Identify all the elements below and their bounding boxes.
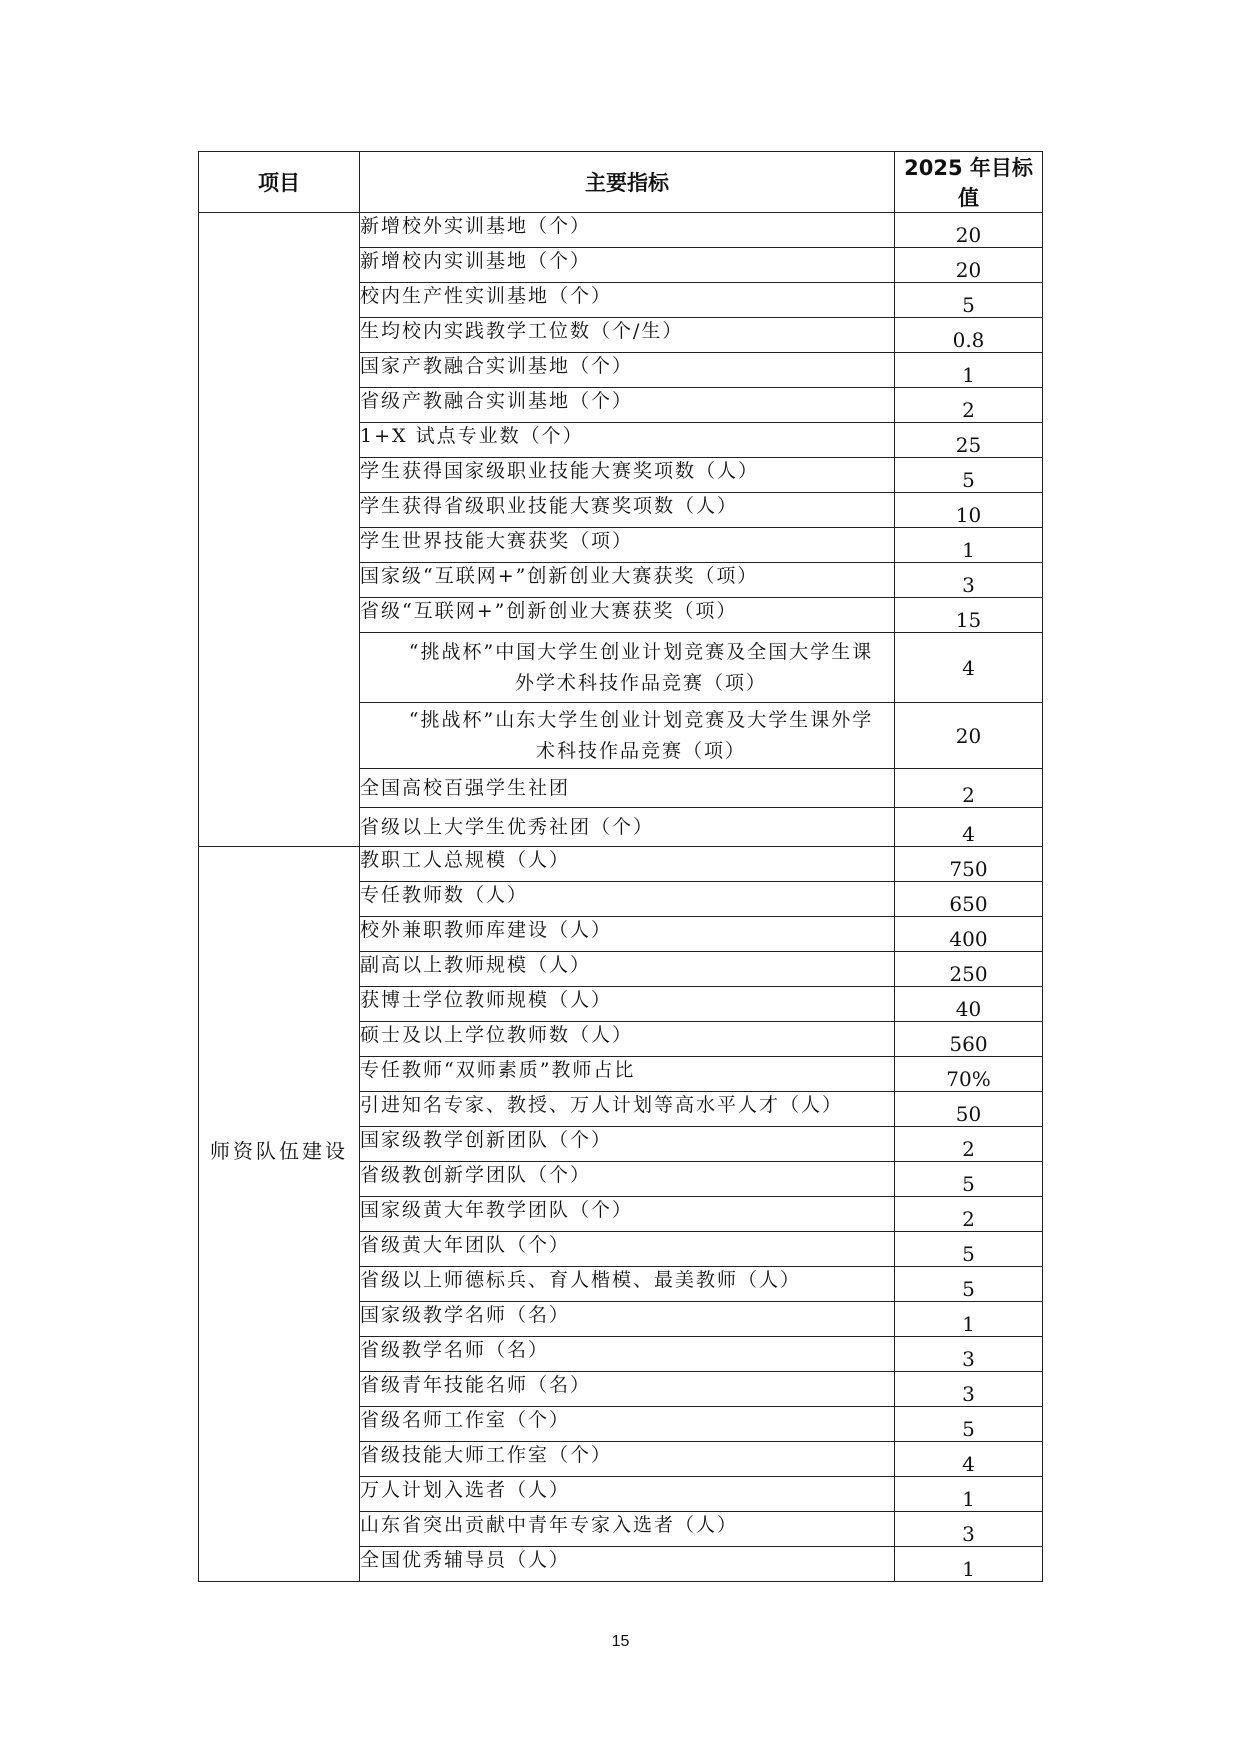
indicator-line: “挑战杯”山东大学生创业计划竞赛及大学生课外学 bbox=[408, 708, 874, 731]
indicator-cell: 省级“互联网+”创新创业大赛获奖（项） bbox=[360, 598, 895, 633]
value-cell: 20 bbox=[895, 213, 1043, 248]
indicator-cell: 省级名师工作室（个） bbox=[360, 1407, 895, 1442]
category-label: 师资队伍建设 bbox=[210, 1138, 348, 1163]
indicator-cell: 省级教创新学团队（个） bbox=[360, 1162, 895, 1197]
value-cell: 40 bbox=[895, 987, 1043, 1022]
value-cell: 3 bbox=[895, 1372, 1043, 1407]
value-cell: 4 bbox=[895, 633, 1043, 703]
header-project: 项目 bbox=[199, 152, 360, 213]
value-cell: 2 bbox=[895, 769, 1043, 808]
indicator-cell bbox=[360, 633, 895, 703]
indicator-cell: 万人计划入选者（人） bbox=[360, 1477, 895, 1512]
indicator-cell: 国家产教融合实训基地（个） bbox=[360, 353, 895, 388]
indicator-line: “挑战杯”中国大学生创业计划竞赛及全国大学生课 bbox=[408, 640, 874, 663]
table-header-row bbox=[199, 152, 1043, 213]
value-cell: 3 bbox=[895, 1512, 1043, 1547]
indicator-cell: 省级青年技能名师（名） bbox=[360, 1372, 895, 1407]
indicator-cell: 教职工人总规模（人） bbox=[360, 847, 895, 882]
value-cell: 1 bbox=[895, 353, 1043, 388]
indicator-table bbox=[198, 151, 1043, 1582]
value-cell: 750 bbox=[895, 847, 1043, 882]
indicator-cell: 专任教师数（人） bbox=[360, 882, 895, 917]
value-cell: 70% bbox=[895, 1057, 1043, 1092]
value-cell: 50 bbox=[895, 1092, 1043, 1127]
value-cell: 2 bbox=[895, 1197, 1043, 1232]
value-cell: 5 bbox=[895, 458, 1043, 493]
category-cell bbox=[199, 213, 360, 847]
indicator-cell: 省级技能大师工作室（个） bbox=[360, 1442, 895, 1477]
value-cell: 5 bbox=[895, 1407, 1043, 1442]
indicator-cell: 学生获得国家级职业技能大赛奖项数（人） bbox=[360, 458, 895, 493]
indicator-cell: 省级以上师德标兵、育人楷模、最美教师（人） bbox=[360, 1267, 895, 1302]
value-cell: 3 bbox=[895, 563, 1043, 598]
value-cell: 0.8 bbox=[895, 318, 1043, 353]
indicator-line: 术科技作品竞赛（项） bbox=[535, 739, 746, 762]
indicator-cell: 新增校外实训基地（个） bbox=[360, 213, 895, 248]
indicator-cell: 全国高校百强学生社团 bbox=[360, 769, 895, 808]
value-cell: 1 bbox=[895, 1477, 1043, 1512]
value-cell: 4 bbox=[895, 1442, 1043, 1477]
indicator-cell: 省级产教融合实训基地（个） bbox=[360, 388, 895, 423]
indicator-cell: 获博士学位教师规模（人） bbox=[360, 987, 895, 1022]
indicator-cell bbox=[360, 703, 895, 769]
indicator-cell: 国家级教学名师（名） bbox=[360, 1302, 895, 1337]
value-cell: 20 bbox=[895, 703, 1043, 769]
indicator-cell: 学生世界技能大赛获奖（项） bbox=[360, 528, 895, 563]
indicator-cell: 校内生产性实训基地（个） bbox=[360, 283, 895, 318]
value-cell: 1 bbox=[895, 1302, 1043, 1337]
value-cell: 10 bbox=[895, 493, 1043, 528]
indicator-cell: 副高以上教师规模（人） bbox=[360, 952, 895, 987]
page-number: 15 bbox=[611, 1633, 630, 1650]
indicator-cell: 国家级“互联网+”创新创业大赛获奖（项） bbox=[360, 563, 895, 598]
table-row bbox=[199, 847, 1043, 882]
value-cell: 20 bbox=[895, 248, 1043, 283]
value-cell: 250 bbox=[895, 952, 1043, 987]
table-row bbox=[199, 213, 1043, 248]
value-cell: 560 bbox=[895, 1022, 1043, 1057]
indicator-cell: 山东省突出贡献中青年专家入选者（人） bbox=[360, 1512, 895, 1547]
indicator-cell: 省级教学名师（名） bbox=[360, 1337, 895, 1372]
indicator-cell: 硕士及以上学位教师数（人） bbox=[360, 1022, 895, 1057]
indicator-cell: 1+X 试点专业数（个） bbox=[360, 423, 895, 458]
value-cell: 4 bbox=[895, 808, 1043, 847]
indicator-cell: 国家级教学创新团队（个） bbox=[360, 1127, 895, 1162]
indicator-cell: 新增校内实训基地（个） bbox=[360, 248, 895, 283]
value-cell: 1 bbox=[895, 1547, 1043, 1582]
indicator-cell: 省级黄大年团队（个） bbox=[360, 1232, 895, 1267]
value-cell: 650 bbox=[895, 882, 1043, 917]
value-cell: 15 bbox=[895, 598, 1043, 633]
header-target: 2025 年目标值 bbox=[895, 152, 1043, 213]
value-cell: 400 bbox=[895, 917, 1043, 952]
value-cell: 2 bbox=[895, 1127, 1043, 1162]
indicator-cell: 校外兼职教师库建设（人） bbox=[360, 917, 895, 952]
value-cell: 2 bbox=[895, 388, 1043, 423]
indicator-cell: 引进知名专家、教授、万人计划等高水平人才（人） bbox=[360, 1092, 895, 1127]
value-cell: 5 bbox=[895, 1162, 1043, 1197]
indicator-cell: 全国优秀辅导员（人） bbox=[360, 1547, 895, 1582]
value-cell: 25 bbox=[895, 423, 1043, 458]
indicator-cell: 专任教师“双师素质”教师占比 bbox=[360, 1057, 895, 1092]
value-cell: 5 bbox=[895, 283, 1043, 318]
value-cell: 5 bbox=[895, 1232, 1043, 1267]
indicator-cell: 生均校内实践教学工位数（个/生） bbox=[360, 318, 895, 353]
value-cell: 3 bbox=[895, 1337, 1043, 1372]
indicator-cell: 国家级黄大年教学团队（个） bbox=[360, 1197, 895, 1232]
indicator-cell: 学生获得省级职业技能大赛奖项数（人） bbox=[360, 493, 895, 528]
indicator-line: 外学术科技作品竞赛（项） bbox=[514, 671, 767, 694]
value-cell: 5 bbox=[895, 1267, 1043, 1302]
value-cell: 1 bbox=[895, 528, 1043, 563]
header-indicator: 主要指标 bbox=[360, 152, 895, 213]
category-cell bbox=[199, 847, 360, 1582]
indicator-cell: 省级以上大学生优秀社团（个） bbox=[360, 808, 895, 847]
